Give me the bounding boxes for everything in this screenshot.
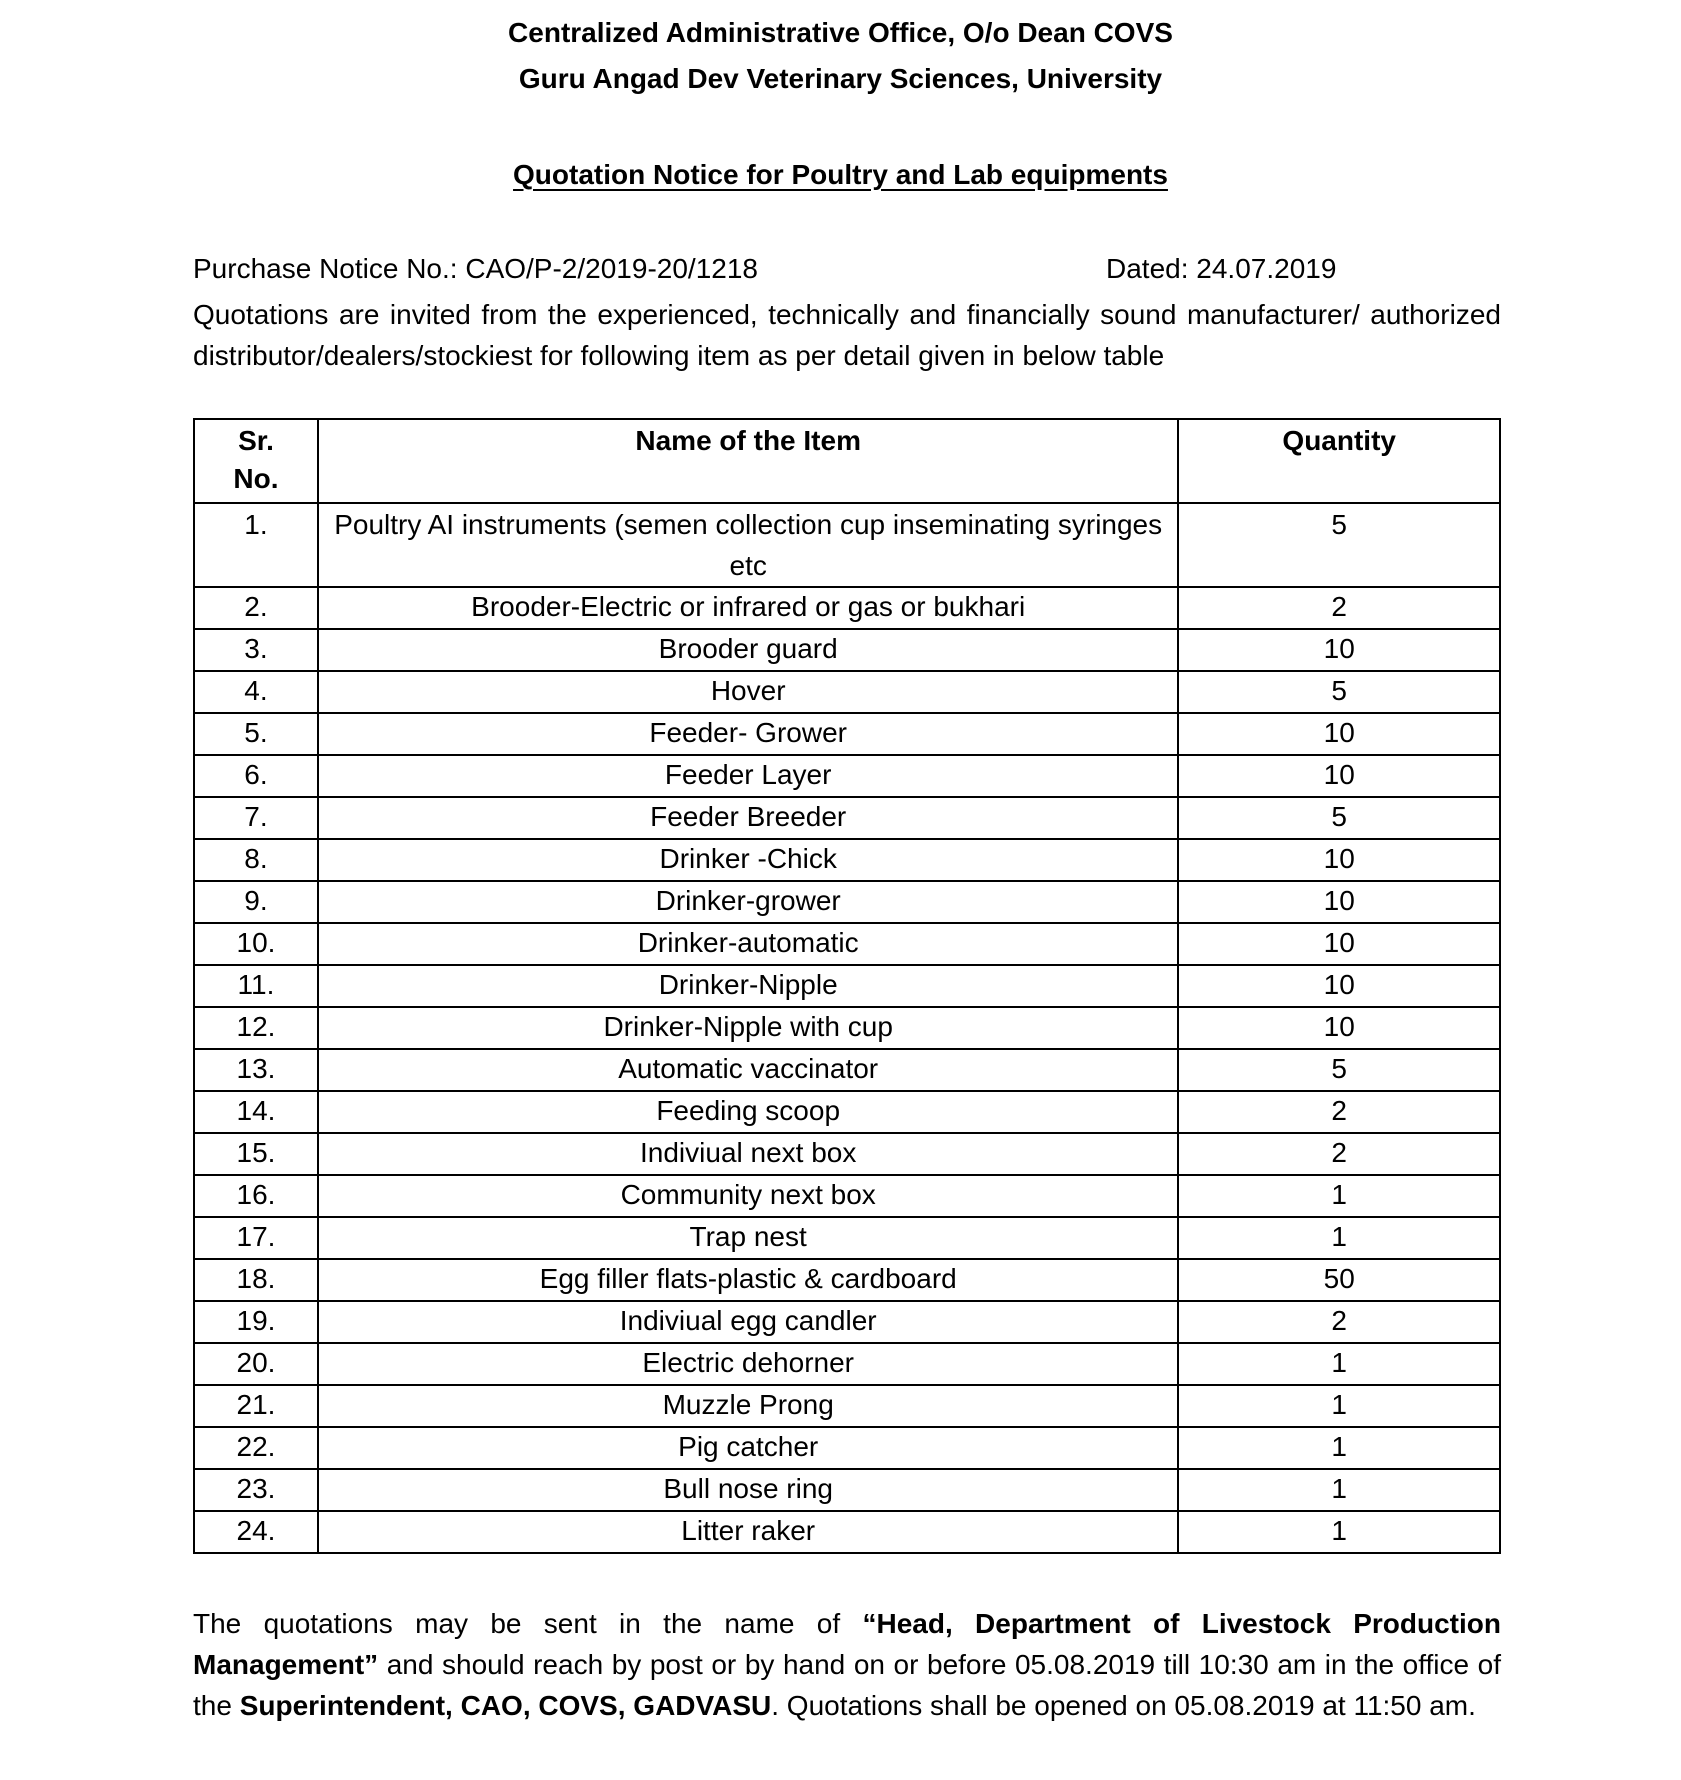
intro-paragraph: Quotations are invited from the experienced, technically and financially sound manufacturer/ authorized distributor/dealers/stockiest for following item as per detail given in below table bbox=[193, 299, 1501, 371]
quantity-cell: 1 bbox=[1178, 1427, 1500, 1469]
items-table-body bbox=[194, 503, 1500, 1553]
sr-no-cell: 14. bbox=[194, 1091, 318, 1133]
table-row bbox=[194, 839, 1500, 881]
closing-text-1: The quotations may be sent in the name of bbox=[193, 1608, 863, 1639]
table-row bbox=[194, 503, 1500, 587]
sr-no-cell: 7. bbox=[194, 797, 318, 839]
sr-no-cell: 23. bbox=[194, 1469, 318, 1511]
quantity-cell: 5 bbox=[1178, 671, 1500, 713]
item-name-cell: Drinker -Chick bbox=[318, 839, 1178, 881]
quantity-cell: 1 bbox=[1178, 1511, 1500, 1553]
item-name-cell: Automatic vaccinator bbox=[318, 1049, 1178, 1091]
table-row bbox=[194, 1175, 1500, 1217]
sr-no-cell: 24. bbox=[194, 1511, 318, 1553]
item-name-cell: Poultry AI instruments (semen collection cup inseminating syringes etc bbox=[318, 503, 1178, 587]
items-table bbox=[193, 418, 1501, 1554]
quantity-cell: 5 bbox=[1178, 797, 1500, 839]
quantity-cell: 2 bbox=[1178, 1091, 1500, 1133]
quantity-cell: 2 bbox=[1178, 1301, 1500, 1343]
sr-no-cell: 1. bbox=[194, 503, 318, 587]
sr-no-cell: 10. bbox=[194, 923, 318, 965]
table-row bbox=[194, 755, 1500, 797]
notice-title-text: Quotation Notice for Poultry and Lab equipments bbox=[513, 159, 1168, 190]
quantity-cell: 10 bbox=[1178, 839, 1500, 881]
quantity-cell: 10 bbox=[1178, 629, 1500, 671]
item-name-cell: Community next box bbox=[318, 1175, 1178, 1217]
sr-no-cell: 21. bbox=[194, 1385, 318, 1427]
sr-no-cell: 3. bbox=[194, 629, 318, 671]
item-name-cell: Litter raker bbox=[318, 1511, 1178, 1553]
table-row bbox=[194, 1217, 1500, 1259]
table-row bbox=[194, 1133, 1500, 1175]
sr-no-cell: 6. bbox=[194, 755, 318, 797]
item-name-cell: Drinker-Nipple bbox=[318, 965, 1178, 1007]
purchase-notice-number: Purchase Notice No.: CAO/P-2/2019-20/1218 bbox=[193, 253, 758, 284]
table-row bbox=[194, 1301, 1500, 1343]
item-name-cell: Drinker-grower bbox=[318, 881, 1178, 923]
quantity-cell: 50 bbox=[1178, 1259, 1500, 1301]
table-header-row bbox=[194, 419, 1500, 503]
sr-no-cell: 2. bbox=[194, 587, 318, 629]
table-row bbox=[194, 1007, 1500, 1049]
item-name-cell: Brooder guard bbox=[318, 629, 1178, 671]
table-row bbox=[194, 1511, 1500, 1553]
table-row bbox=[194, 923, 1500, 965]
closing-paragraph bbox=[193, 1603, 1501, 1726]
table-row bbox=[194, 1343, 1500, 1385]
office-name: Centralized Administrative Office, O/o Dean COVS bbox=[508, 17, 1173, 48]
table-row bbox=[194, 1385, 1500, 1427]
quantity-cell: 5 bbox=[1178, 1049, 1500, 1091]
quantity-cell: 1 bbox=[1178, 1217, 1500, 1259]
quantity-cell: 1 bbox=[1178, 1469, 1500, 1511]
quantity-cell: 10 bbox=[1178, 755, 1500, 797]
item-name-cell: Hover bbox=[318, 671, 1178, 713]
quantity-cell: 10 bbox=[1178, 923, 1500, 965]
quantity-cell: 10 bbox=[1178, 965, 1500, 1007]
header-item-name: Name of the Item bbox=[318, 419, 1178, 503]
table-row bbox=[194, 965, 1500, 1007]
notice-title bbox=[0, 158, 1681, 192]
table-row bbox=[194, 1427, 1500, 1469]
quantity-cell: 2 bbox=[1178, 1133, 1500, 1175]
sr-no-cell: 18. bbox=[194, 1259, 318, 1301]
university-name: Guru Angad Dev Veterinary Sciences, University bbox=[518, 63, 1163, 94]
item-name-cell: Drinker-automatic bbox=[318, 923, 1178, 965]
sr-no-cell: 11. bbox=[194, 965, 318, 1007]
item-name-cell: Feeder- Grower bbox=[318, 713, 1178, 755]
item-name-cell: Feeder Breeder bbox=[318, 797, 1178, 839]
table-row bbox=[194, 1469, 1500, 1511]
item-name-cell: Indiviual egg candler bbox=[318, 1301, 1178, 1343]
sr-no-cell: 12. bbox=[194, 1007, 318, 1049]
office-superintendent: Superintendent, CAO, COVS, GADVASU bbox=[239, 1690, 772, 1721]
quantity-cell: 10 bbox=[1178, 713, 1500, 755]
item-name-cell: Feeder Layer bbox=[318, 755, 1178, 797]
table-row bbox=[194, 797, 1500, 839]
closing-text-2: and should reach by post or by hand on or before 05.08.2019 till 10:30 am in the office of the bbox=[193, 1649, 1501, 1721]
sr-no-cell: 9. bbox=[194, 881, 318, 923]
sr-no-cell: 5. bbox=[194, 713, 318, 755]
table-row bbox=[194, 629, 1500, 671]
sr-no-cell: 17. bbox=[194, 1217, 318, 1259]
item-name-cell: Egg filler flats-plastic & cardboard bbox=[318, 1259, 1178, 1301]
sr-no-cell: 22. bbox=[194, 1427, 318, 1469]
sr-no-cell: 15. bbox=[194, 1133, 318, 1175]
quantity-cell: 1 bbox=[1178, 1343, 1500, 1385]
sr-no-cell: 16. bbox=[194, 1175, 318, 1217]
item-name-cell: Indiviual next box bbox=[318, 1133, 1178, 1175]
closing-text-3: . Quotations shall be opened on 05.08.2019 at 11:50 am. bbox=[771, 1690, 1476, 1721]
quantity-cell: 2 bbox=[1178, 587, 1500, 629]
quantity-cell: 10 bbox=[1178, 881, 1500, 923]
item-name-cell: Feeding scoop bbox=[318, 1091, 1178, 1133]
table-row bbox=[194, 713, 1500, 755]
sr-no-cell: 19. bbox=[194, 1301, 318, 1343]
quantity-cell: 1 bbox=[1178, 1175, 1500, 1217]
quantity-cell: 1 bbox=[1178, 1385, 1500, 1427]
table-row bbox=[194, 881, 1500, 923]
item-name-cell: Pig catcher bbox=[318, 1427, 1178, 1469]
sr-no-cell: 20. bbox=[194, 1343, 318, 1385]
sr-no-cell: 4. bbox=[194, 671, 318, 713]
header-sr-no: Sr. No. bbox=[194, 419, 318, 503]
notice-date: Dated: 24.07.2019 bbox=[1106, 253, 1337, 284]
quantity-cell: 5 bbox=[1178, 503, 1500, 587]
table-row bbox=[194, 1259, 1500, 1301]
item-name-cell: Trap nest bbox=[318, 1217, 1178, 1259]
item-name-cell: Muzzle Prong bbox=[318, 1385, 1178, 1427]
table-row bbox=[194, 1049, 1500, 1091]
sr-no-cell: 13. bbox=[194, 1049, 318, 1091]
item-name-cell: Bull nose ring bbox=[318, 1469, 1178, 1511]
table-row bbox=[194, 1091, 1500, 1133]
quantity-cell: 10 bbox=[1178, 1007, 1500, 1049]
table-row bbox=[194, 671, 1500, 713]
item-name-cell: Drinker-Nipple with cup bbox=[318, 1007, 1178, 1049]
header-quantity: Quantity bbox=[1178, 419, 1500, 503]
item-name-cell: Brooder-Electric or infrared or gas or bukhari bbox=[318, 587, 1178, 629]
table-row bbox=[194, 587, 1500, 629]
addressee-name: “Head, Department of Livestock Production Management” bbox=[193, 1608, 1501, 1680]
sr-no-cell: 8. bbox=[194, 839, 318, 881]
item-name-cell: Electric dehorner bbox=[318, 1343, 1178, 1385]
